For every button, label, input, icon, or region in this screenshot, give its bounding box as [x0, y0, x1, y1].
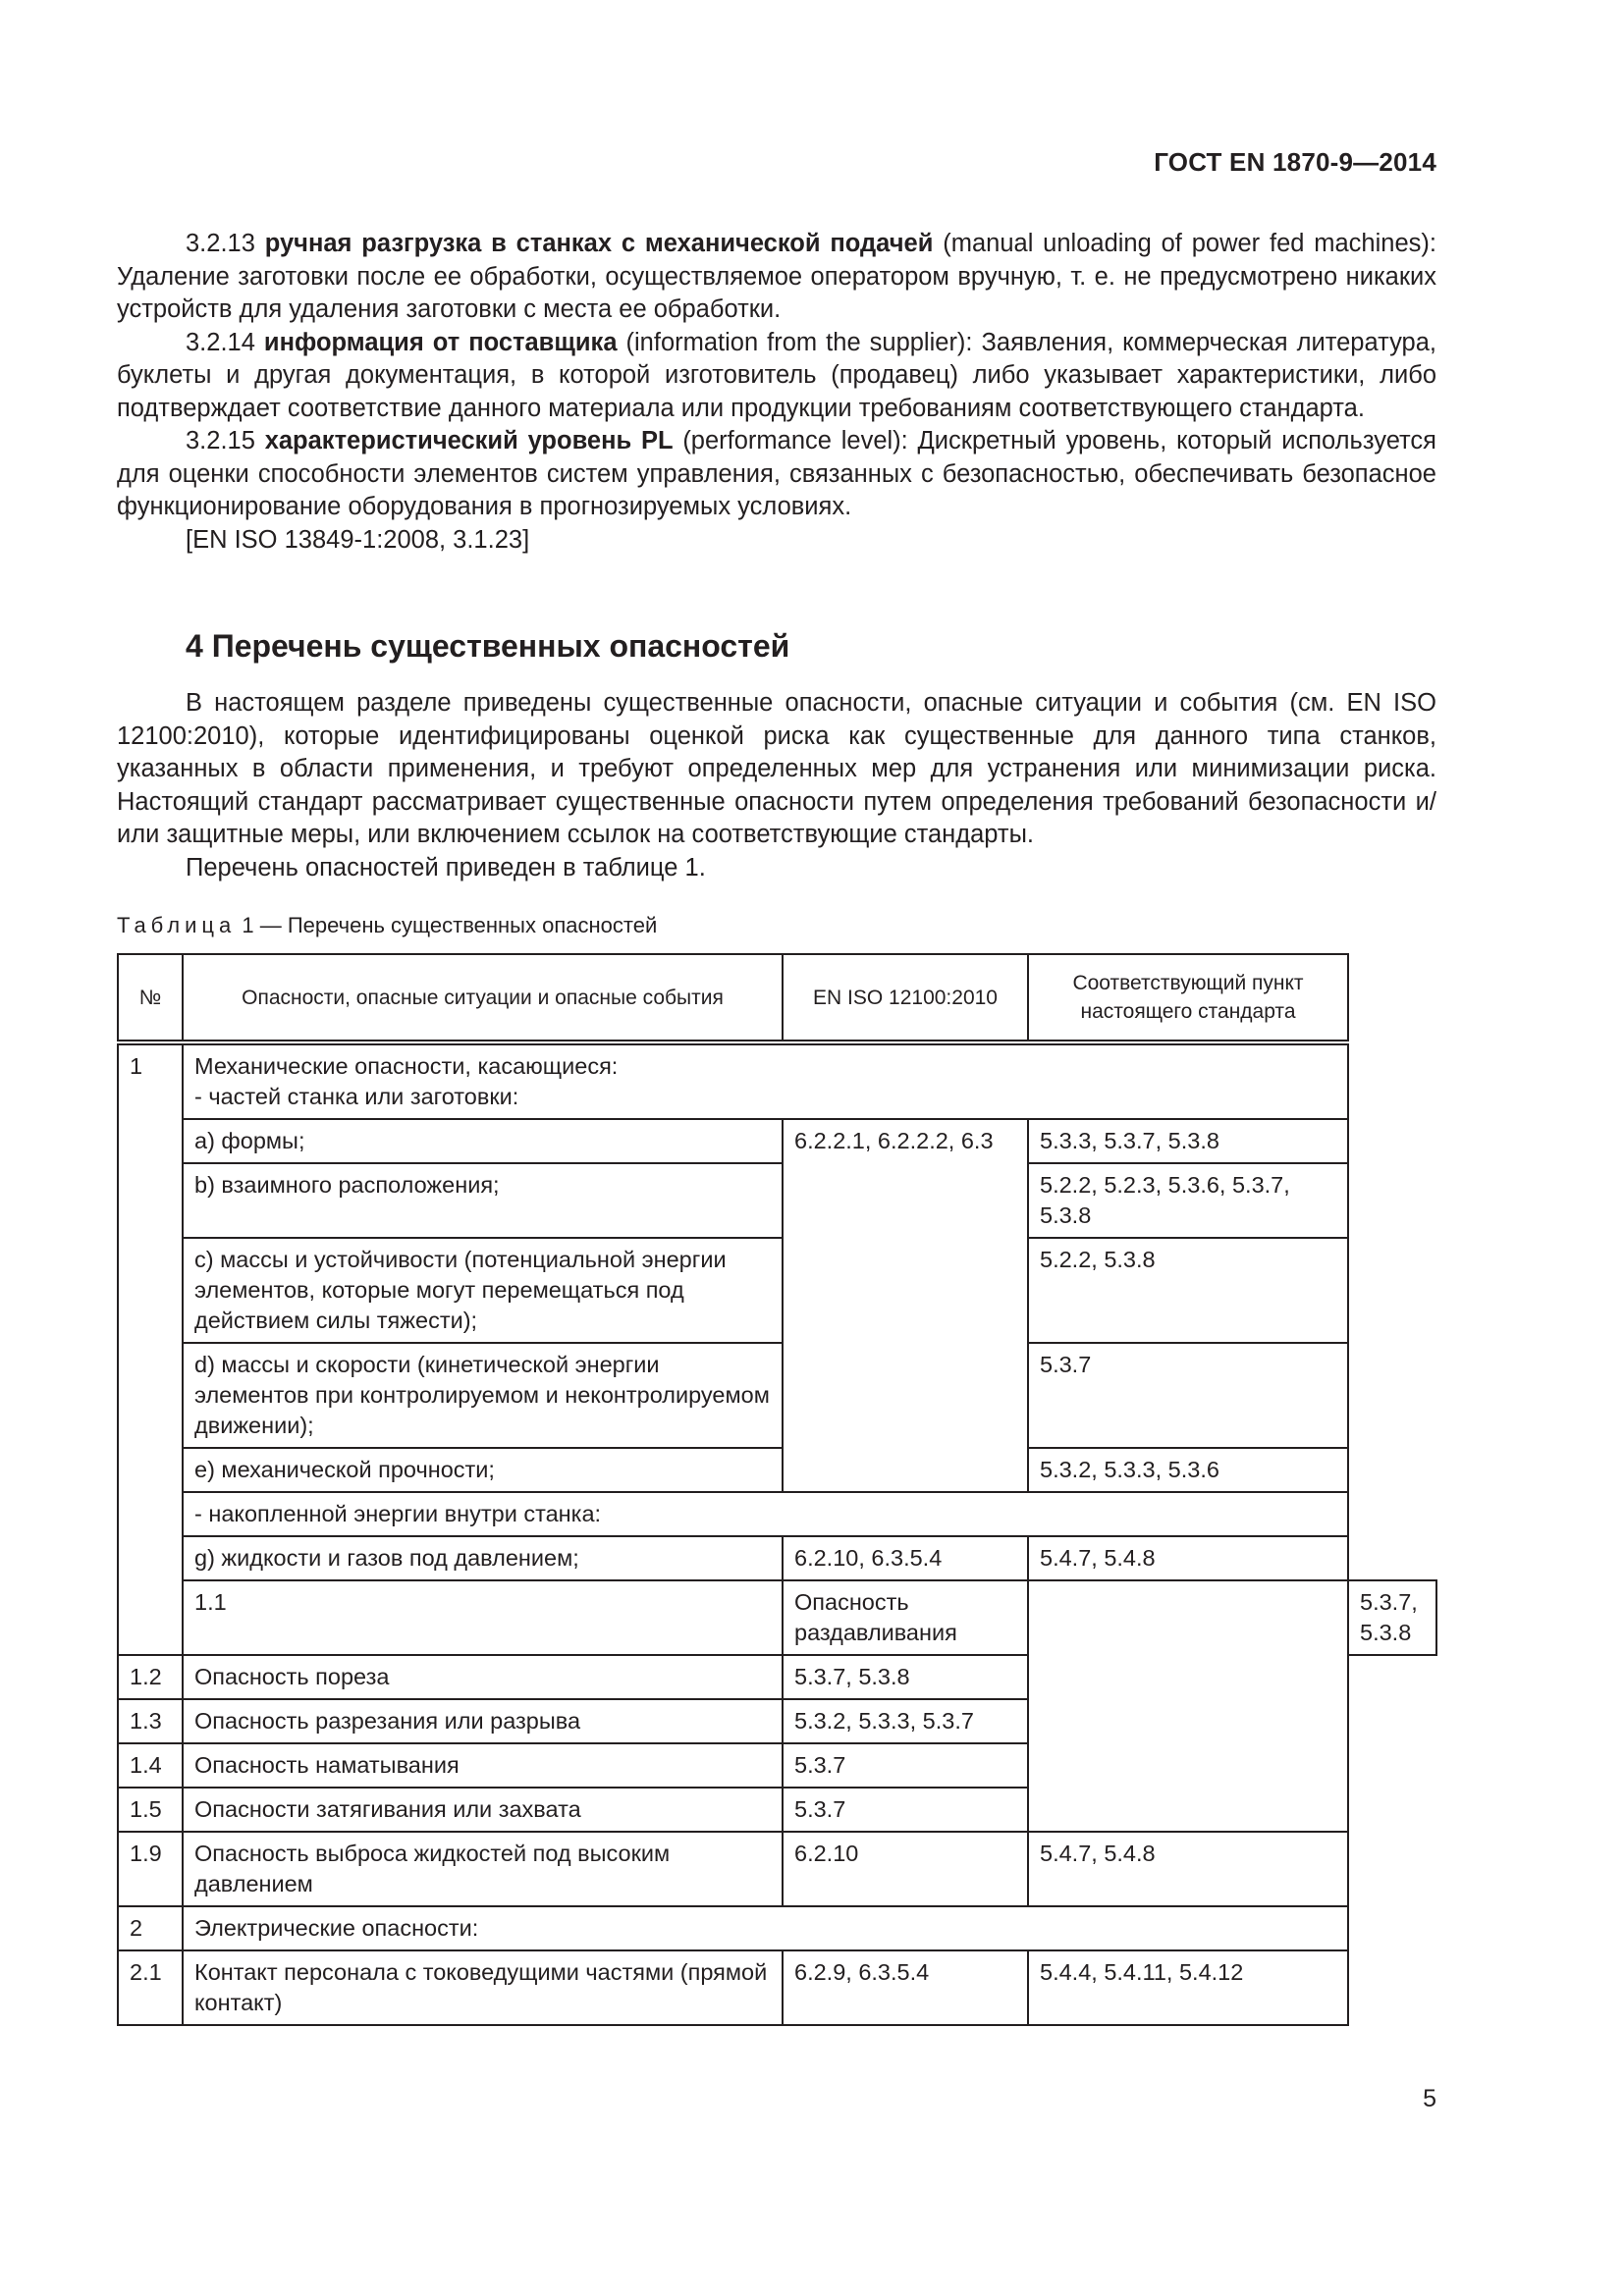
cell-iso: 6.2.10	[783, 1832, 1028, 1906]
cell-ref: 5.3.2, 5.3.3, 5.3.6	[1028, 1448, 1348, 1492]
table-row	[118, 1832, 1436, 1906]
table-caption-title: 1 — Перечень существенных опасностей	[236, 913, 658, 937]
cell-iso: 6.2.10, 6.3.5.4	[783, 1536, 1028, 1580]
cell-iso: 6.2.9, 6.3.5.4	[783, 1950, 1028, 2025]
cell-ref: 5.3.7, 5.3.8	[1348, 1580, 1436, 1655]
table-caption-label: Таблица	[117, 913, 237, 937]
definition-reference: [EN ISO 13849-1:2008, 3.1.23]	[186, 525, 530, 554]
table-row	[118, 1950, 1436, 2025]
cell-no: 1.9	[118, 1832, 183, 1906]
cell-hazard: с) массы и устойчивости (потенциальной энергии элементов, которые могут перемещаться под действием силы тяжести);	[183, 1238, 783, 1343]
cell-hazard: Опасность раздавливания	[783, 1580, 1028, 1655]
cell-hazard: d) массы и скорости (кинетической энергии элементов при контролируемом и неконтролируемом движении);	[183, 1343, 783, 1448]
cell-no: 2.1	[118, 1950, 183, 2025]
section-intro: В настоящем разделе приведены существенные опасности, опасные ситуации и события (см. EN ISO 12100:2010), которые идентифицированы оценкой риска как существенные для данного типа станков, указанных в области применения, и требуют определенных мер для устранения или минимизации риска. Настоящий стандарт рассматривает существенные опасности путем определения требований безопасности и/или защитные меры, или включением ссылок на соответствующие стандарты.	[117, 689, 1436, 848]
table-row	[118, 1343, 1436, 1448]
cell-ref: 5.2.2, 5.3.8	[1028, 1238, 1348, 1343]
definition-3-2-14	[117, 327, 1436, 426]
cell-group-title	[183, 1042, 1348, 1119]
cell-ref: 5.4.4, 5.4.11, 5.4.12	[1028, 1950, 1348, 2025]
header-iso: EN ISO 12100:2010	[783, 954, 1028, 1042]
definitions-block	[117, 228, 1436, 557]
cell-hazard: а) формы;	[183, 1119, 783, 1163]
table-row	[118, 1042, 1436, 1119]
definition-3-2-15	[117, 425, 1436, 524]
table-header-row	[118, 954, 1436, 1042]
cell-no: 1	[118, 1042, 183, 1655]
cell-group-title: Электрические опасности:	[183, 1906, 1348, 1950]
definition-term: ручная разгрузка в станках с механической подачей	[264, 230, 934, 257]
table-row	[118, 1119, 1436, 1163]
definition-number: 3.2.14	[186, 328, 255, 356]
section-body	[117, 687, 1436, 884]
section-table-ref: Перечень опасностей приведен в таблице 1.	[186, 853, 706, 881]
definition-text: (information from the supplier): Заявления, коммерческая литература, буклеты и другая документация, в которой изготовитель (продавец) либо указывает характеристики, либо подтверждает соответствие данного материала или продукции требованиям соответствующего стандарта.	[117, 328, 1436, 422]
cell-ref: 5.3.7	[1028, 1343, 1348, 1448]
cell-hazard: g) жидкости и газов под давлением;	[183, 1536, 783, 1580]
table-row	[118, 1448, 1436, 1492]
cell-iso: 6.2.2.1, 6.2.2.2, 6.3	[783, 1119, 1028, 1492]
header-hazard: Опасности, опасные ситуации и опасные события	[183, 954, 783, 1042]
definition-text: (manual unloading of power fed machines): Удаление заготовки после ее обработки, осуществляемое оператором вручную, т. е. не предусмотрено никаких устройств для удаления заготовки с места ее обработки.	[117, 230, 1436, 323]
definition-number: 3.2.13	[186, 230, 255, 257]
cell-ref: 5.3.7	[783, 1743, 1028, 1788]
hazards-table	[117, 953, 1437, 2026]
cell-ref: 5.4.7, 5.4.8	[1028, 1536, 1348, 1580]
cell-hazard: е) механической прочности;	[183, 1448, 783, 1492]
definition-3-2-13	[117, 228, 1436, 327]
cell-hazard: Опасности затягивания или захвата	[183, 1788, 783, 1832]
cell-no: 1.1	[183, 1580, 783, 1655]
cell-hazard: Опасность пореза	[183, 1655, 783, 1699]
cell-ref: 5.2.2, 5.2.3, 5.3.6, 5.3.7, 5.3.8	[1028, 1163, 1348, 1238]
cell-iso	[1028, 1580, 1348, 1832]
cell-ref: 5.3.2, 5.3.3, 5.3.7	[783, 1699, 1028, 1743]
section-heading: 4 Перечень существенных опасностей	[186, 628, 790, 664]
definition-number: 3.2.15	[186, 427, 255, 454]
cell-ref: 5.4.7, 5.4.8	[1028, 1832, 1348, 1906]
cell-hazard: Контакт персонала с токоведущими частями (прямой контакт)	[183, 1950, 783, 2025]
cell-subgroup: - накопленной энергии внутри станка:	[183, 1492, 1348, 1536]
cell-hazard: Опасность разрезания или разрыва	[183, 1699, 783, 1743]
page-number: 5	[1423, 2085, 1436, 2112]
definition-term: характеристический уровень PL	[264, 427, 674, 454]
cell-no: 2	[118, 1906, 183, 1950]
definition-text: (performance level): Дискретный уровень, который используется для оценки способности элементов систем управления, связанных с безопасностью, обеспечивать безопасное функционирование оборудования в прогнозируемых условиях.	[117, 427, 1436, 520]
cell-hazard: Опасность наматывания	[183, 1743, 783, 1788]
cell-ref: 5.3.7, 5.3.8	[783, 1655, 1028, 1699]
cell-no: 1.4	[118, 1743, 183, 1788]
header-ref: Соответствующий пункт настоящего стандарта	[1028, 954, 1348, 1042]
table-row	[118, 1492, 1436, 1536]
cell-no: 1.2	[118, 1655, 183, 1699]
header-no: №	[118, 954, 183, 1042]
cell-no: 1.5	[118, 1788, 183, 1832]
group-subtitle: - частей станка или заготовки:	[194, 1084, 519, 1109]
table-row	[118, 1906, 1436, 1950]
cell-hazard: b) взаимного расположения;	[183, 1163, 783, 1238]
cell-ref: 5.3.7	[783, 1788, 1028, 1832]
document-id: ГОСТ EN 1870-9—2014	[1154, 147, 1436, 177]
cell-no: 1.3	[118, 1699, 183, 1743]
group-title: Механические опасности, касающиеся:	[194, 1053, 619, 1079]
definition-term: информация от поставщика	[263, 328, 618, 356]
cell-ref: 5.3.3, 5.3.7, 5.3.8	[1028, 1119, 1348, 1163]
cell-hazard: Опасность выброса жидкостей под высоким давлением	[183, 1832, 783, 1906]
table-row	[118, 1580, 1436, 1655]
table-caption	[117, 913, 657, 938]
table-row	[118, 1238, 1436, 1343]
table-row	[118, 1536, 1436, 1580]
table-row	[118, 1163, 1436, 1238]
